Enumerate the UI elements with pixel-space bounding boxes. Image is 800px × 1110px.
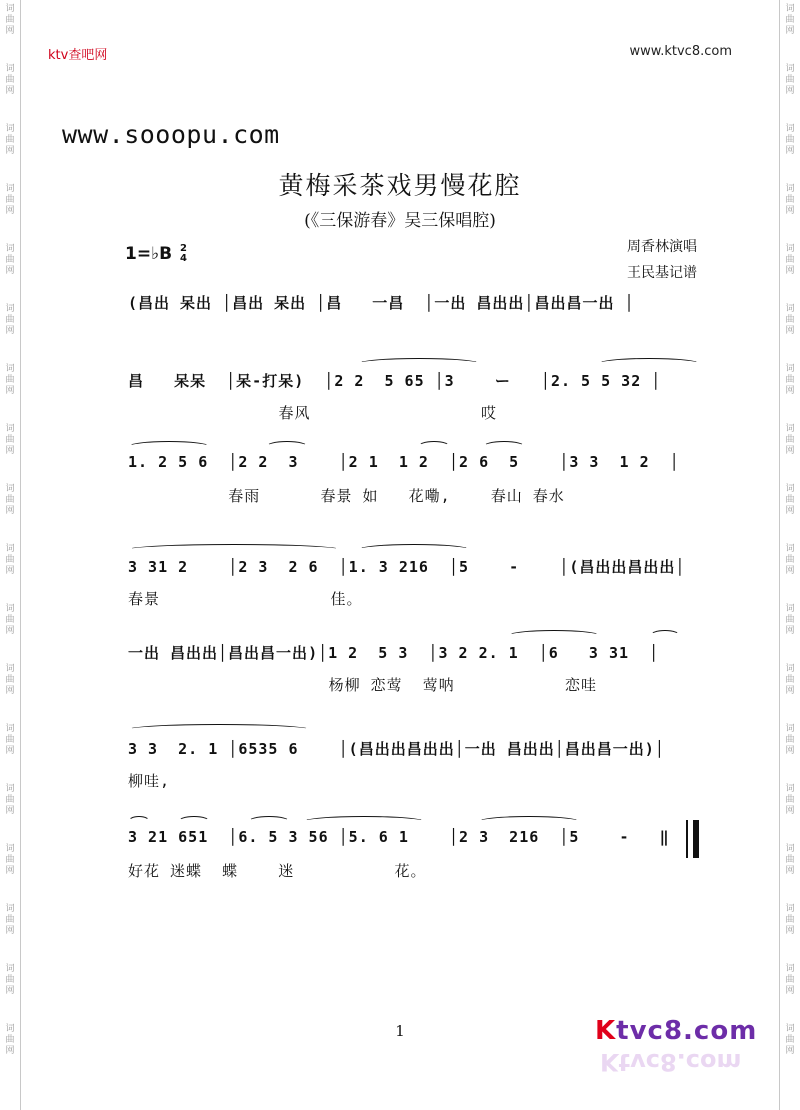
song-subtitle: (《三保游春》吴三保唱腔)	[304, 211, 496, 231]
watermark-group	[0, 60, 20, 120]
transcriber-credit: 王民基记谱	[627, 265, 697, 281]
slur	[483, 441, 525, 452]
watermark-char: 网	[5, 446, 15, 456]
watermark-group	[0, 480, 20, 540]
watermark-char: 词	[785, 184, 795, 194]
time-signature	[180, 244, 187, 264]
watermark-char: 网	[5, 86, 15, 96]
watermark-char: 词	[785, 4, 795, 14]
watermark-char: 曲	[5, 375, 15, 385]
time-bottom: 4	[179, 253, 187, 264]
slur	[598, 358, 700, 369]
watermark-char: 曲	[5, 315, 15, 325]
row-notes: 一出 昌出出│昌出昌一出)│1 2 5 3 │3 2 2. 1 │6 3 31 │	[128, 644, 660, 662]
watermark-group	[780, 780, 800, 840]
watermark-char: 词	[785, 724, 795, 734]
final-barline-thin	[686, 820, 688, 858]
watermark-char: 词	[5, 604, 15, 614]
slur	[178, 816, 210, 827]
watermark-char: 词	[785, 664, 795, 674]
logo-reflection: Ktvc8.com	[600, 1048, 742, 1076]
watermark-char: 词	[5, 304, 15, 314]
watermark-char: 网	[785, 926, 795, 936]
watermark-char: 网	[785, 746, 795, 756]
watermark-char: 曲	[785, 795, 795, 805]
watermark-char: 词	[5, 784, 15, 794]
watermark-char: 曲	[785, 975, 795, 985]
watermark-group	[780, 420, 800, 480]
watermark-group	[0, 600, 20, 660]
watermark-group	[0, 240, 20, 300]
watermark-char: 曲	[785, 75, 795, 85]
watermark-char: 词	[785, 244, 795, 254]
watermark-char: 网	[5, 506, 15, 516]
watermark-char: 网	[5, 986, 15, 996]
slur	[128, 441, 210, 452]
watermark-char: 词	[5, 124, 15, 134]
watermark-group	[0, 0, 20, 60]
watermark-group	[780, 0, 800, 60]
watermark-char: 词	[785, 64, 795, 74]
watermark-char: 词	[5, 964, 15, 974]
slur	[650, 630, 680, 641]
watermark-char: 曲	[5, 915, 15, 925]
song-title: 黄梅采茶戏男慢花腔	[278, 171, 522, 200]
watermark-char: 词	[5, 484, 15, 494]
watermark-char: 曲	[785, 1035, 795, 1045]
watermark-char: 曲	[785, 435, 795, 445]
watermark-group	[780, 660, 800, 720]
watermark-char: 网	[785, 506, 795, 516]
watermark-char: 网	[5, 326, 15, 336]
site-logo[interactable]	[595, 1016, 757, 1046]
slur	[358, 358, 480, 369]
watermark-char: 网	[785, 266, 795, 276]
watermark-char: 曲	[5, 795, 15, 805]
watermark-char: 网	[785, 446, 795, 456]
watermark-char: 网	[785, 1046, 795, 1056]
watermark-char: 词	[5, 244, 15, 254]
watermark-group	[0, 960, 20, 1020]
watermark-char: 网	[5, 806, 15, 816]
watermark-char: 词	[5, 904, 15, 914]
watermark-char: 网	[785, 806, 795, 816]
row-notes: 3 21 651 │6. 5 3 56 │5. 6 1 │2 3 216 │5 - ‖	[128, 828, 670, 846]
slur	[358, 544, 470, 555]
watermark-char: 词	[5, 844, 15, 854]
watermark-char: 词	[5, 1024, 15, 1034]
watermark-group	[780, 60, 800, 120]
row-lyrics: 柳哇,	[128, 772, 171, 790]
watermark-char: 曲	[5, 75, 15, 85]
watermark-char: 词	[785, 784, 795, 794]
watermark-group	[0, 360, 20, 420]
watermark-char: 网	[5, 386, 15, 396]
watermark-char: 网	[5, 866, 15, 876]
watermark-char: 曲	[785, 855, 795, 865]
row-lyrics: 杨柳 恋莺 莺呐 恋哇	[128, 676, 598, 694]
header-brand[interactable]: ktv查吧网	[48, 48, 108, 63]
watermark-char: 网	[5, 26, 15, 36]
watermark-char: 词	[5, 4, 15, 14]
watermark-char: 曲	[5, 255, 15, 265]
slur	[508, 630, 600, 641]
row-notes: 1. 2 5 6 │2 2 3 │2 1 1 2 │2 6 5 │3 3 1 2 │	[128, 453, 680, 471]
watermark-char: 曲	[5, 135, 15, 145]
row-notes: (昌出 呆出 │昌出 呆出 │昌 一昌 │一出 昌出出│昌出昌一出 │	[128, 294, 635, 312]
watermark-char: 曲	[5, 435, 15, 445]
watermark-char: 网	[785, 686, 795, 696]
watermark-char: 网	[5, 566, 15, 576]
watermark-group	[0, 540, 20, 600]
watermark-group	[780, 300, 800, 360]
watermark-char: 词	[5, 664, 15, 674]
watermark-char: 曲	[785, 675, 795, 685]
watermark-char: 曲	[5, 975, 15, 985]
watermark-char: 网	[785, 626, 795, 636]
watermark-char: 网	[5, 206, 15, 216]
slur	[478, 816, 580, 827]
watermark-group	[0, 720, 20, 780]
watermark-char: 曲	[5, 675, 15, 685]
watermark-char: 网	[785, 146, 795, 156]
watermark-group	[780, 540, 800, 600]
watermark-char: 词	[5, 424, 15, 434]
watermark-char: 网	[785, 386, 795, 396]
watermark-group	[780, 840, 800, 900]
watermark-char: 词	[5, 64, 15, 74]
watermark-char: 词	[785, 964, 795, 974]
final-barline-thick	[693, 820, 699, 858]
watermark-char: 词	[5, 184, 15, 194]
watermark-char: 网	[5, 926, 15, 936]
header-url[interactable]: www.ktvc8.com	[629, 44, 732, 59]
watermark-char: 曲	[785, 495, 795, 505]
row-lyrics: 春风 哎	[128, 404, 497, 422]
watermark-char: 曲	[785, 315, 795, 325]
watermark-char: 曲	[785, 255, 795, 265]
watermark-char: 网	[5, 686, 15, 696]
watermark-char: 网	[5, 146, 15, 156]
watermark-char: 词	[785, 364, 795, 374]
row-notes: 3 31 2 │2 3 2 6 │1. 3 216 │5 - │(昌出出昌出出│	[128, 558, 686, 576]
watermark-char: 网	[5, 626, 15, 636]
watermark-group	[780, 600, 800, 660]
watermark-char: 词	[785, 304, 795, 314]
watermark-char: 词	[785, 904, 795, 914]
slur	[266, 441, 308, 452]
slur	[128, 724, 310, 735]
watermark-group	[780, 720, 800, 780]
watermark-group	[0, 840, 20, 900]
watermark-group	[0, 420, 20, 480]
watermark-char: 词	[785, 484, 795, 494]
row-lyrics: 好花 迷蝶 蝶 迷 花。	[128, 862, 427, 880]
watermark-char: 曲	[785, 615, 795, 625]
slur	[128, 816, 150, 827]
slur	[128, 544, 340, 555]
slur	[418, 441, 450, 452]
singer-credit: 周香林演唱	[627, 239, 697, 255]
watermark-char: 曲	[5, 15, 15, 25]
watermark-char: 曲	[785, 555, 795, 565]
watermark-char: 网	[5, 1046, 15, 1056]
slur	[248, 816, 290, 827]
watermark-char: 曲	[785, 375, 795, 385]
logo-rest: tvc8.com	[616, 1016, 758, 1046]
watermark-char: 词	[785, 124, 795, 134]
watermark-char: 曲	[785, 735, 795, 745]
row-notes: 3 3 2. 1 │6535 6 │(昌出出昌出出│一出 昌出出│昌出昌一出)│	[128, 740, 665, 758]
watermark-char: 曲	[785, 15, 795, 25]
watermark-char: 网	[785, 86, 795, 96]
row-notes: 昌 呆呆 │呆-打呆) │2 2 5 65 │3 ー │2. 5 5 32 │	[128, 372, 662, 390]
row-lyrics: 春景 佳。	[128, 590, 363, 608]
watermark-group	[780, 900, 800, 960]
row-lyrics: 春雨 春景 如 花嘞, 春山 春水	[128, 487, 565, 505]
watermark-group	[0, 300, 20, 360]
watermark-char: 曲	[785, 915, 795, 925]
watermark-group	[780, 240, 800, 300]
watermark-char: 曲	[5, 855, 15, 865]
watermark-char: 网	[785, 866, 795, 876]
watermark-char: 词	[785, 844, 795, 854]
watermark-char: 词	[785, 604, 795, 614]
watermark-char: 网	[785, 326, 795, 336]
watermark-group	[780, 480, 800, 540]
watermark-char: 曲	[5, 195, 15, 205]
watermark-group	[0, 900, 20, 960]
watermark-group	[780, 360, 800, 420]
logo-k: K	[595, 1016, 617, 1046]
watermark-group	[780, 960, 800, 1020]
slur	[303, 816, 425, 827]
watermark-char: 词	[5, 544, 15, 554]
watermark-char: 曲	[5, 495, 15, 505]
watermark-group	[0, 780, 20, 840]
time-top: 2	[179, 243, 187, 254]
watermark-char: 网	[785, 206, 795, 216]
watermark-char: 网	[785, 986, 795, 996]
watermark-char: 词	[785, 1024, 795, 1034]
page-number: 1	[395, 1022, 405, 1040]
watermark-char: 曲	[5, 1035, 15, 1045]
watermark-char: 曲	[5, 615, 15, 625]
key-signature	[125, 244, 187, 264]
watermark-char: 网	[785, 566, 795, 576]
watermark-char: 网	[5, 266, 15, 276]
watermark-char: 曲	[785, 195, 795, 205]
watermark-char: 曲	[5, 555, 15, 565]
watermark-char: 曲	[785, 135, 795, 145]
watermark-char: 词	[5, 364, 15, 374]
watermark-char: 网	[5, 746, 15, 756]
watermark-group	[0, 660, 20, 720]
watermark-char: 网	[785, 26, 795, 36]
watermark-char: 曲	[5, 735, 15, 745]
key-label: 1=♭B	[125, 244, 173, 264]
watermark-char: 词	[785, 424, 795, 434]
watermark-char: 词	[5, 724, 15, 734]
watermark-char: 词	[785, 544, 795, 554]
site-url: www.sooopu.com	[62, 120, 280, 149]
